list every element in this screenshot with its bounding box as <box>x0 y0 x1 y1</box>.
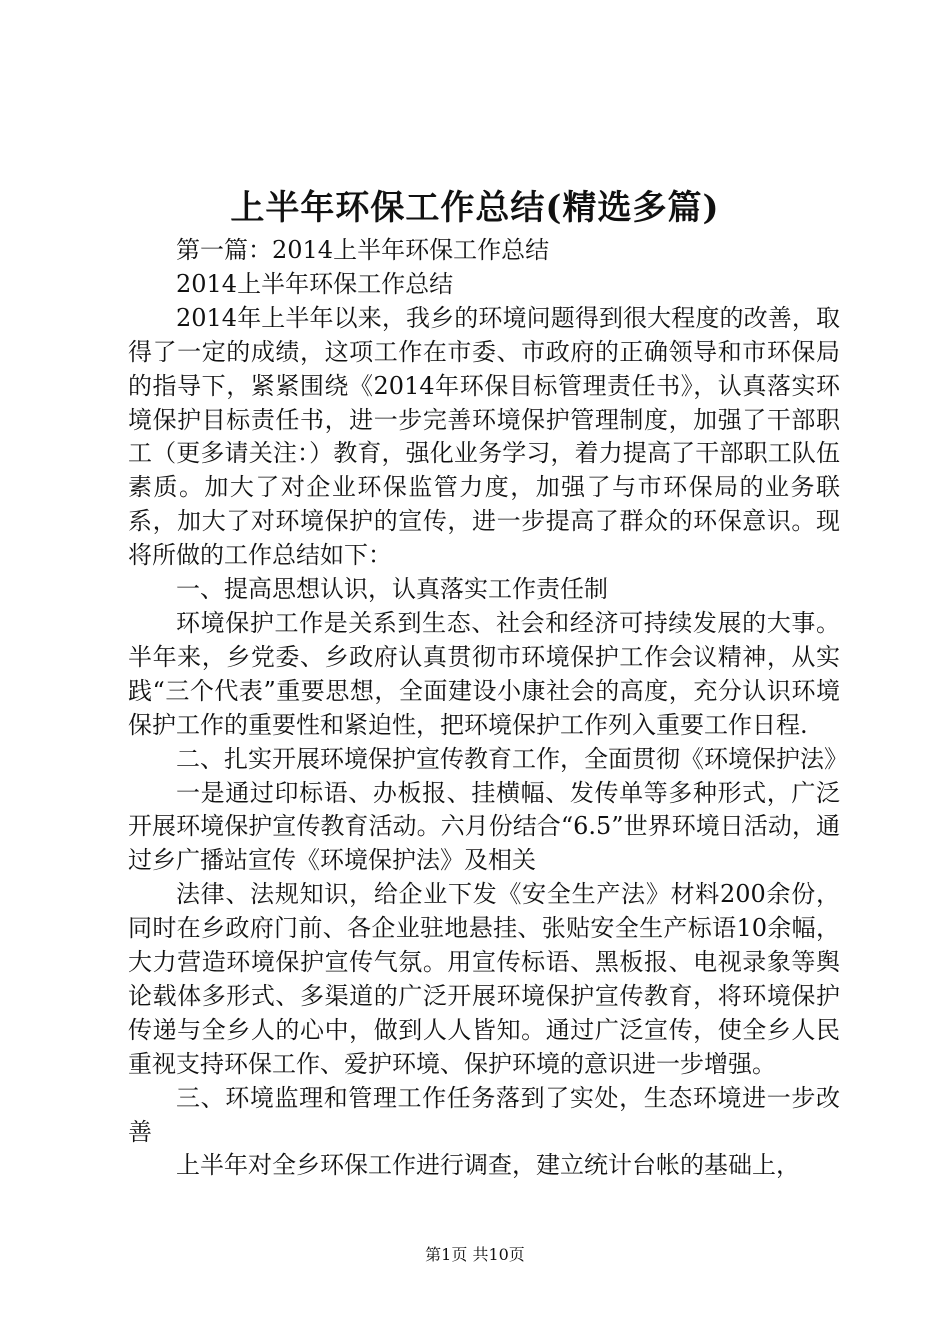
paragraph-section-one-heading: 一、提高思想认识，认真落实工作责任制 <box>176 575 608 604</box>
document-title: 上半年环保工作总结(精选多篇) <box>230 188 720 228</box>
paragraph-section-one-body: 环境保护工作是关系到生态、社会和经济可持续发展的大事。半年来，乡党委、乡政府认真贯彻市环境保护工作会议精神，从实践“三个代表”重要思想，全面建设小康社会的高度，充分认识环境保护工作的重要性和紧迫性，把环境保护工作列入重要工作日程. <box>128 608 840 739</box>
paragraph-section-two-body-b: 法律、法规知识，给企业下发《安全生产法》材料200余份，同时在乡政府门前、各企业驻地悬挂、张贴安全生产标语10余幅，大力营造环境保护宣传气氛。用宣传标语、黑板报、电视录象等舆论载体多形式、多渠道的广泛开展环境保护宣传教育，将环境保护传递与全乡人的心中，做到人人皆知。通过广泛宣传，使全乡人民重视支持环保工作、爱护环境、保护环境的意识进一步增强。 <box>128 880 840 1078</box>
paragraph-intro: 2014年上半年以来，我乡的环境问题得到很大程度的改善，取得了一定的成绩，这项工作在市委、市政府的正确领导和市环保局的指导下，紧紧围绕《2014年环保目标管理责任书》，认真落实环境保护目标责任书，进一步完善环境保护管理制度，加强了干部职工（更多请关注：）教育，强化业务学习，着力提高了干部职工队伍素质。加大了对企业环保监管力度，加强了与市环保局的业务联系，加大了对环境保护的宣传，进一步提高了群众的环保意识。现将所做的工作总结如下： <box>128 303 840 570</box>
paragraph-section-three-heading: 三、环境监理和管理工作任务落到了实处，生态环境进一步改善 <box>128 1083 840 1146</box>
paragraph-heading-part-one: 第一篇：2014上半年环保工作总结 <box>176 236 550 264</box>
document-body <box>128 234 848 1183</box>
paragraph-section-two-heading: 二、扎实开展环境保护宣传教育工作，全面贯彻《环境保护法》 <box>176 744 848 773</box>
paragraph-section-two-body-a: 一是通过印标语、办板报、挂横幅、发传单等多种形式，广泛开展环境保护宣传教育活动。六月份结合“6.5”世界环境日活动，通过乡广播站宣传《环境保护法》及相关 <box>128 778 840 875</box>
paragraph-section-three-body: 上半年对全乡环保工作进行调查，建立统计台帐的基础上， <box>176 1151 800 1180</box>
paragraph-subtitle: 2014上半年环保工作总结 <box>176 269 454 298</box>
page-number-footer: 第1页 共10页 <box>425 1245 525 1264</box>
